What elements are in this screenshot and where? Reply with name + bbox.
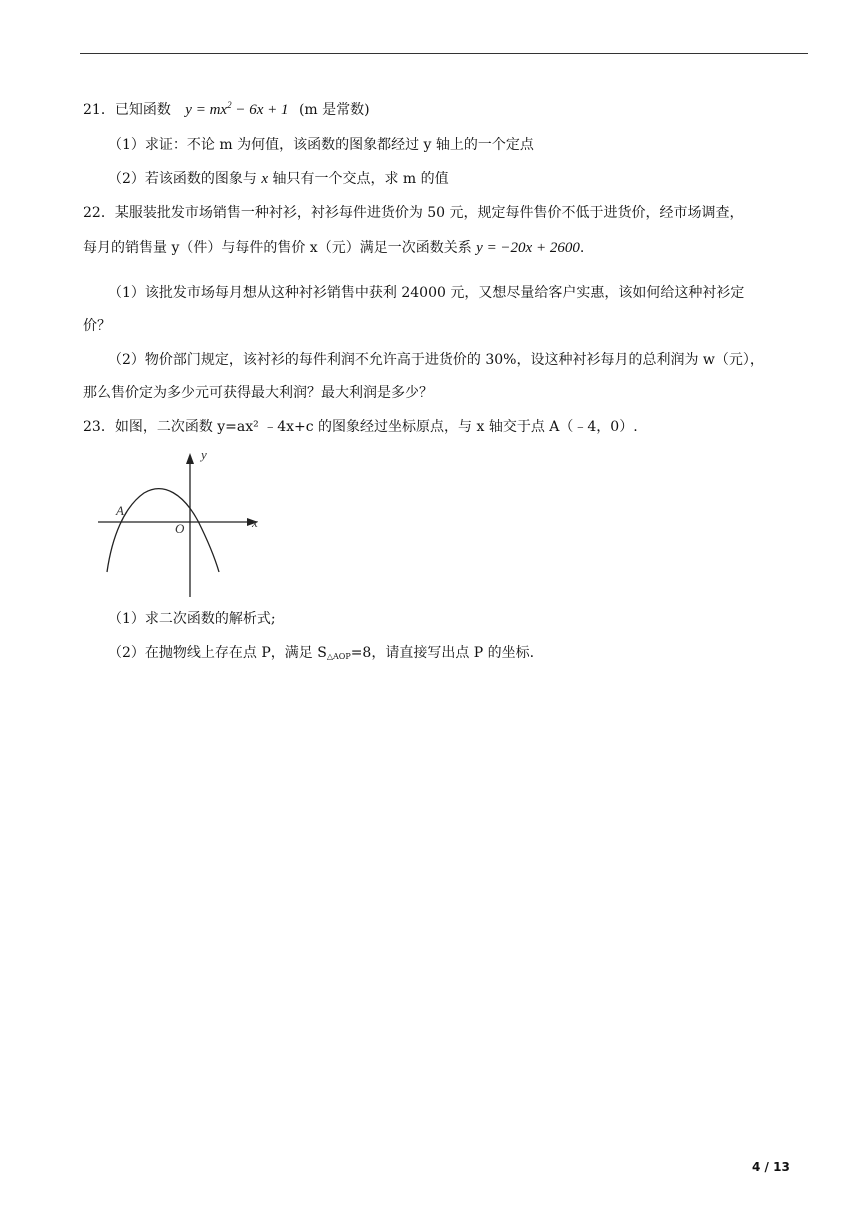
q23-part2-a: （2）在抛物线上存在点 P，满足 S [108, 645, 327, 661]
q23-stem [83, 417, 811, 437]
q21-stem [83, 95, 811, 120]
q23-part2-subscript: △AOP [326, 652, 351, 661]
eq-rest: − 6x + 1 [231, 102, 289, 118]
q22-line1-text: ．某服装批发市场销售一种衬衫，衬衫每件进货价为 50 元，规定每件售价不低于进货价，经市场调查， [100, 205, 744, 221]
q21-part2 [108, 169, 836, 189]
q21-stem-prefix: ．已知函数 [100, 102, 171, 118]
label-y: y [201, 447, 207, 462]
q22-line1 [83, 203, 811, 223]
q22-number: 22 [83, 205, 101, 221]
q22-part2-line2: 那么售价定为多少元可获得最大利润？最大利润是多少？ [83, 385, 433, 401]
parabola-curve [107, 489, 219, 572]
q23-part1: （1）求二次函数的解析式; [108, 611, 276, 627]
parabola-figure [98, 447, 268, 599]
page-number: 4 / 13 [752, 1160, 790, 1174]
eq-equals: = [191, 102, 210, 118]
q21-part2-x: x [261, 171, 269, 187]
eq-y: y [185, 102, 192, 118]
q22-equation: y = −20x + 2600 [476, 240, 580, 256]
q21-part1: （1）求证：不论 m 为何值，该函数的图象都经过 y 轴上的一个定点 [108, 137, 534, 153]
eq-exponent: 2 [227, 100, 232, 110]
q23-part2-b: =8，请直接写出点 P 的坐标. [350, 645, 535, 661]
q22-part2-line1: （2）物价部门规定，该衬衫的每件利润不允许高于进货价的 30%，设这种衬衫每月的总利润为 w（元）， [108, 352, 764, 368]
label-origin: O [175, 521, 185, 536]
label-a: A [116, 503, 124, 518]
label-x: x [252, 515, 258, 530]
y-axis-arrow [186, 453, 194, 464]
q21-stem-suffix: (m 是常数) [298, 102, 370, 118]
q21-part2-b: 轴只有一个交点，求 m 的值 [268, 171, 449, 187]
q23-stem-text: ．如图，二次函数 y=ax² ﹣4x+c 的图象经过坐标原点，与 x 轴交于点 A（﹣4，0）. [100, 419, 638, 435]
q21-number: 21 [83, 102, 101, 118]
q23-part2 [108, 643, 836, 667]
eq-mx: mx [209, 102, 228, 118]
q22-line2-end: . [579, 240, 585, 256]
q22-part1-line2: 价？ [83, 318, 111, 334]
q22-part1-line1: （1）该批发市场每月想从这种衬衫销售中获利 24000 元，又想尽量给客户实惠，该如何给这种衬衫定 [108, 285, 745, 301]
q23-number: 23 [83, 419, 101, 435]
q22-line2 [83, 238, 811, 258]
q22-line2-text: 每月的销售量 y（件）与每件的售价 x（元）满足一次函数关系 [83, 240, 477, 256]
q21-equation [185, 102, 288, 118]
header-rule [80, 53, 808, 54]
q21-part2-a: （2）若该函数的图象与 [108, 171, 262, 187]
